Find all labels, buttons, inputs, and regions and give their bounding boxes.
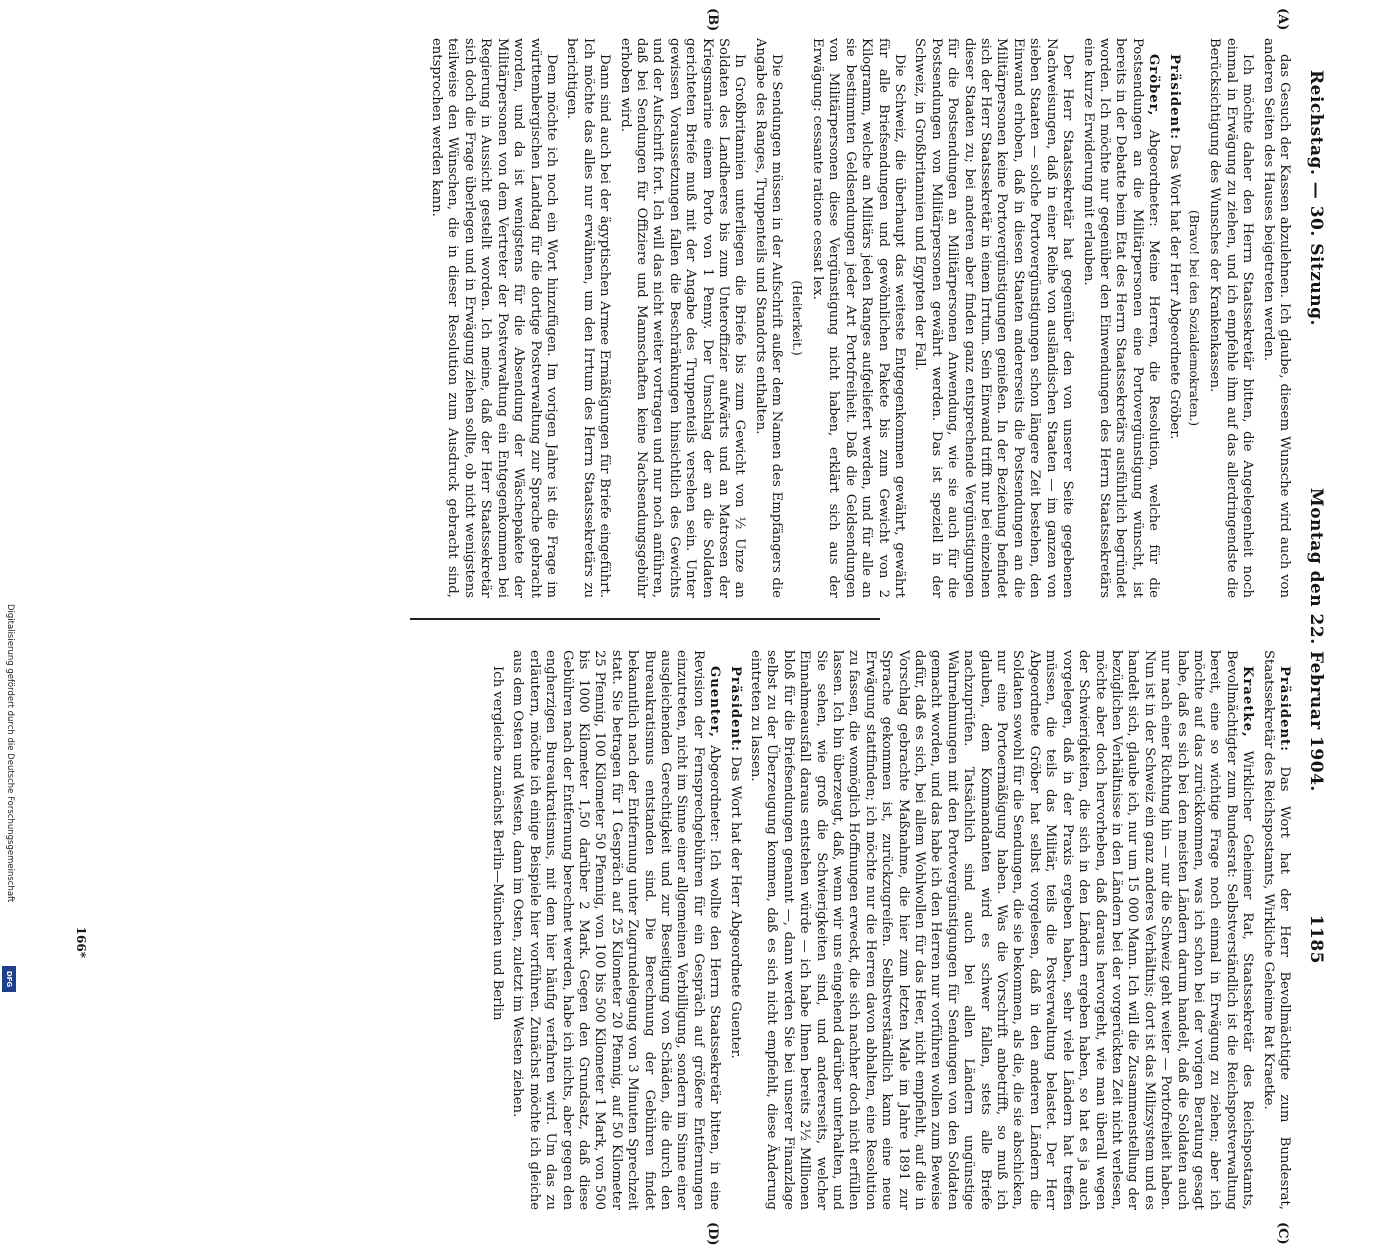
logo-text: DFG: [5, 970, 13, 988]
speech-text: Abgeordneter: Ich wollte den Herrn Staatssekretär bitten, in eine Revision der Fernsprechgebühren für ein Gespräch auf größere Entfernungen einzutreten, nicht im Sinne einer allgemeinen Verbilligung, sondern im Sinne einer ausgleichenden Gerechtigkeit und zur Beseitigung von Schäden, die durch den Bureaukratismus entstanden sind. Die Berechnung der Gebühren findet bekanntlich nach der Entfernung unter Zugrundelegung von 3 Minuten Sprechzeit statt. Sie betragen für 1 Gespräch auf 25 Kilometer 20 Pfennig, auf 50 Kilometer 25 Pfennig, 100 Kilometer 50 Pfennig, von 100 bis 500 Kilometer 1 Mark, von 500 bis 1000 Kilometer 1,50 darüber 2 Mark. Gegen den Grundsatz, daß diese Gebühren nach der Entfernung berechnet werden, habe ich nichts, aber gegen den engherzigen Bureaukratismus, mit dem hier häufig verfahren wird. Um das zu erläutern, möchte ich einige Beispiele hier vorführen. Zunächst möchte ich gleiche aus dem Osten und Westen, dann im Osten, zuletzt im Westen ziehen.: [510, 650, 723, 1210]
speech-text: Das Wort hat der Herr Abgeordnete Gröber.: [1166, 144, 1182, 440]
header-date: Montag den 22. Februar 1904.: [1306, 487, 1326, 792]
speech-text: Wirklicher Geheimer Rat, Staatssekretär des Reichspostamts, Bevollmächtigter zum Bundesrat: Selbstverständlich ist die Reichspostverwaltung bereit, eine so wichtige Frage noch einmal in Erwägung zu ziehen; aber ich möchte auf das zurückkommen, was ich schon bei der vorigen Beratung gesagt habe, daß es sich bei den meisten Ländern darum handelt, daß die Soldaten auch nur nach einer Richtung hin — nur die Schweiz geht weiter — Portofreiheit haben. Nun ist in der Schweiz ein ganz anderes Verhältnis; dort ist das Milizsystem und es handelt sich, glaube ich, nur um 15 000 Mann. Ich will die Zusammenstellung der bezüglichen Verhältnisse in den Ländern bei der vorgerückten Zeit nicht verlesen, möchte aber doch hervorheben, daß daraus hervorgeht, wie man überall wegen der Schwierigkeiten, die sich in den Ländern ergeben haben, so hat es ja auch vorgelegen, daß in der Praxis ergeben haben, sehr viele Ländern hat treffen müssen, die teils das Militär, teils die Postverwaltung belastet. Der Herr Abgeordnete Gröber hat selbst vorgelesen, daß in den anderen Ländern die Soldaten sowohl für die Sendungen, die sie bekommen, als die, die sie abschicken, nur eine Portoermäßigung haben. Was die Vorschrift anbetrifft, so muß ich glauben, dem Kommandanten wird es schwer fallen, stets alle Briefe nachzuprüfen. Tatsächlich sind auch bei allen Ländern ungünstige Wahrnehmungen mit den Portovergünstigungen für Sendungen von den Soldaten gemacht worden, und das habe ich den Herren nur vorführen wollen zum Beweise dafür, daß es sich, bei allem Wohlwollen für das Heer, nicht empfiehlt, auf die in Vorschlag gebrachte Maßnahme, die hier zum letzten Male im Jahre 1891 zur Sprache gekommen ist, zurückzugreifen. Selbstverständlich kann eine neue Erwägung stattfinden; ich möchte nur die Herren davon abhalten, eine Resolution zu fassen, die womöglich Hoffnungen erweckt, die sich nachher doch nicht erfüllen lassen. Ich bin überzeugt, daß, wenn wir uns eingehend darüber unterhalten, und Sie sehen, wie groß die Schwierigkeiten sind, und andererseits, welcher Einnahmeausfall daraus entstehen würde — ich habe Ihnen bereits 2½ Millionen bloß für die Briefsendungen genannt —, dann werden Sie bei unserer Finanzlage selbst zu der Überzeugung kommen, daß es sich nicht empfiehlt, diese Änderung eintreten zu lassen.: [748, 650, 1256, 1210]
speech-text: Abgeordneter: Meine Herren, die Resolution, welche für die Postsendungen an die Militärpersonen eine Portovergünstigung wünscht, ist bereits in der Debatte beim Etat des Herrn Staatssekretärs ausführlich begründet worden. Ich möchte nur gegenüber den Einwendungen des Herrn Staatssekretärs eine kurze Erwiderung mit erlauben.: [1080, 38, 1162, 598]
margin-mark-c: (C): [1275, 1222, 1290, 1245]
speech-paragraph: [1079, 38, 1161, 598]
speech-paragraph: [1165, 38, 1181, 598]
speaker-name: Guenter,: [707, 666, 723, 738]
body-paragraph: das Gesuch der Kassen abzulehnen. Ich glaube, diesem Wunsche wird auch von anderen Seiten des Hauses beigetreten werden.: [1260, 38, 1292, 598]
speech-text: Das Wort hat der Herr Abgeordnete Guenter.: [727, 756, 743, 1059]
speech-paragraph: [509, 650, 722, 1210]
speaker-name: Präsident:: [1277, 666, 1292, 753]
speaker-name: Kraetke,: [1240, 666, 1256, 738]
running-header: [1300, 30, 1330, 970]
speaker-name: Präsident:: [727, 666, 743, 753]
margin-mark-d: (D): [705, 1222, 720, 1246]
body-paragraph: In Großbritannien unterliegen die Briefe bis zum Gewicht von ½ Unze an Soldaten des Landheeres bis zum Unteroffizier aufwärts und an Matrosen der Kriegsmarine einem Porto von 1 Penny. Der Umschlag der an die Soldaten gerichteten Briefe muß mit der Angabe des Truppenteils versehen sein. Unter gewissen Voraussetzungen fallen die Beschränkungen hinsichtlich des Gewichts und der Aufschrift fort. Ich will das nicht weiter vortragen und nur noch anführen, daß bei Sendungen für Offiziere und Mannschaften keine Nachsendungsgebühr erhoben wird.: [617, 38, 748, 598]
column-divider: [410, 618, 880, 620]
body-paragraph: Ich möchte daher den Herrn Staatssekretär bitten, die Angelegenheit noch einmal in Erwägung zu ziehen, und ich empfehle ihm auf das allerdringendste die Berücksichtigung des Wunsches der Krankenkassen.: [1207, 38, 1256, 598]
speech-paragraph: [1259, 650, 1292, 1210]
speaker-name: Präsident:: [1166, 54, 1182, 141]
body-paragraph: Dem möchte ich noch ein Wort hinzufügen. Im vorigen Jahre ist die Frage im württembergischen Landtag für die dortige Postverwaltung zur Sprache gebracht worden, und da ist wenigstens für die Absendung der Wäschepakete der Militärpersonen von dem Vertreter der Postverwaltung ein Entgegenkommen bei Regierung in Aussicht gestellt worden. Ich meine, daß der Herr Staatssekretär sich doch die Frage überlegen und in Erwägung ziehen sollte, ob nicht wenigstens teilweise den Wünschen, die in dieser Resolution zum Ausdruck gebracht sind, entsprochen werden kann.: [429, 38, 559, 598]
speech-paragraph: [747, 650, 1256, 1210]
left-column: [372, 38, 1292, 598]
footer-number: 166*: [74, 926, 88, 958]
body-paragraph: Der Herr Staatssekretär hat gegenüber den von unserer Seite gegebenen Nachweisungen, daß in einer Reihe von ausländischen Staaten — im ganzen von sieben Staaten — solche Portovergünstigungen schon längere Zeit bestehen, den Einwand erhoben, daß in diesen Staaten andererseits die Postsendungen an die Militärpersonen keine Portovergünstigungen genießen. In der Beziehung befindet sich der Herr Staatssekretär in einem Irrtum. Sein Einwand trifft nur bei einzelnen dieser Staaten zu; bei anderen aber finden ganz entsprechende Vergünstigungen für die Postsendungen an Militärpersonen Anwendung, wie sie auch für die Postsendungen von Militärpersonen gewährt werden. Das ist speziell in der Schweiz, in Großbritannien und Egypten der Fall.: [912, 38, 1076, 598]
dfg-logo: [2, 966, 16, 992]
body-paragraph: Ich vergleiche zunächst Berlin—München und Berlin: [489, 666, 505, 1021]
body-paragraph: Die Sendungen müssen in der Aufschrift außer dem Namen des Empfängers die Angabe des Ranges, Truppenteils und Standorts enthalten.: [752, 38, 785, 598]
stage-direction: (Bravo! bei den Sozialdemokraten.): [1186, 209, 1201, 427]
speech-paragraph: [726, 650, 742, 1210]
credit-text: Digitalisierung gefördert durch die Deutsche Forschungsgemeinschaft: [5, 604, 15, 903]
header-right: [1306, 488, 1326, 964]
speech-text: Das Wort hat der Herr Bevollmächtigte zum Bundesrat, Staatssekretär des Reichspostamts, Wirkliche Geheime Rat Kraetke.: [1260, 650, 1292, 1210]
digitization-credit: [3, 604, 17, 994]
header-left: Reichstag. — 30. Sitzung.: [1306, 70, 1326, 326]
right-column: [372, 650, 1292, 1210]
margin-mark-b: (B): [705, 8, 720, 32]
body-paragraph: Die Schweiz, die überhaupt das weiteste Entgegenkommen gewährt, gewährt für alle Briefsendungen und gewöhnlichen Pakete bis zum Gewicht von 2 Kilogramm, welche an Militärs jeden Ranges aufgeliefert werden, und für alle an sie bestimmten Geldsendungen jeder Art Portofreiheit. Daß die Geldsendungen von Militärpersonen diese Vergünstigung nicht haben, erklärt sich aus der Erwägung: cessante ratione cessat lex.: [810, 38, 908, 598]
rotated-page: [70, 8, 1330, 1246]
speaker-name: Gröber,: [1146, 54, 1162, 117]
stage-direction: (Heiterkeit.): [789, 280, 804, 356]
page-number: 1185: [1306, 914, 1326, 964]
body-paragraph: Dann sind auch bei der ägyptischen Armee Ermäßigungen für Briefe eingeführt. Ich möchte das alles nur erwähnen, um den Irrtum des Herrn Staatssekretärs zu berichtigen.: [564, 38, 613, 598]
margin-mark-a: (A): [1275, 8, 1290, 31]
